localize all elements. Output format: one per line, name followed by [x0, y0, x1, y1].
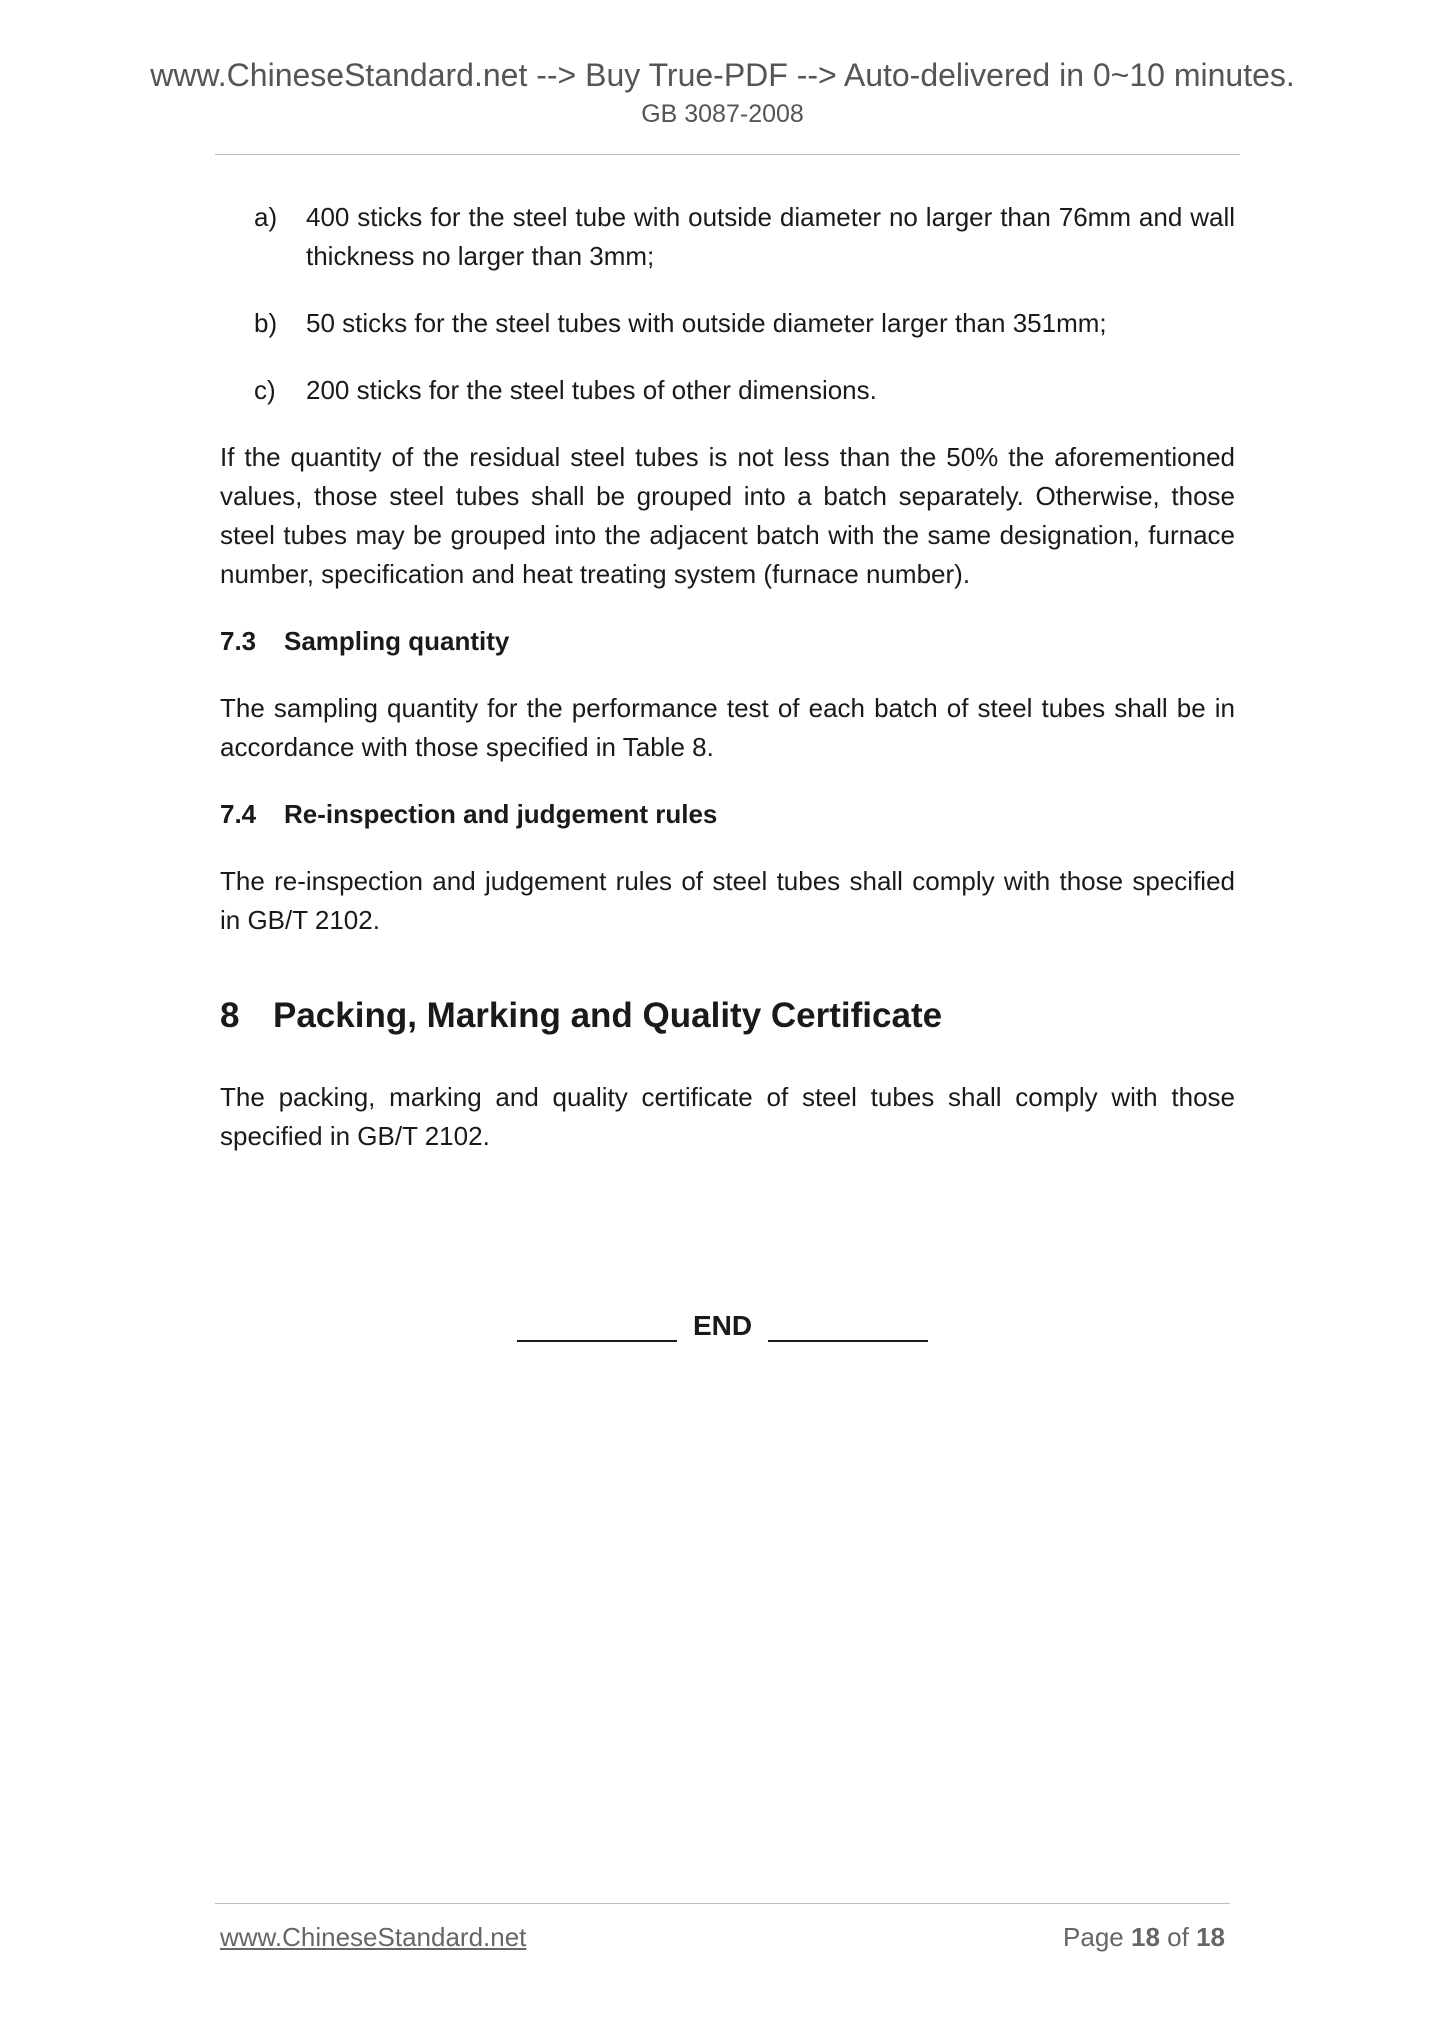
header-divider	[215, 154, 1240, 155]
end-rule-left	[517, 1310, 677, 1342]
residual-tubes-paragraph: If the quantity of the residual steel tubes is not less than the 50% the aforementioned values, those steel tubes shall be grouped into a batch separately. Otherwise, those steel tubes may be grouped into the adjacent batch with the same designation, furnace number, specification and heat treating system (furnace number).	[220, 442, 1235, 589]
list-marker: b)	[254, 308, 278, 338]
section-7-4-body: The re-inspection and judgement rules of steel tubes shall comply with those specified in GB/T 2102.	[220, 866, 1235, 935]
end-rule-right	[768, 1310, 928, 1342]
list-marker: a)	[254, 202, 278, 232]
section-title: Packing, Marking and Quality Certificate	[273, 996, 943, 1035]
section-title: Sampling quantity	[284, 626, 510, 656]
section-number: 7.4	[220, 799, 257, 829]
list-text: 200 sticks for the steel tubes of other dimensions.	[306, 375, 877, 405]
list-text: 400 sticks for the steel tube with outside diameter no larger than 76mm and wall thickness no larger than 3mm;	[306, 202, 1235, 271]
footer-website-link[interactable]: www.ChineseStandard.net	[220, 1922, 527, 1952]
page-prefix: Page	[1063, 1922, 1124, 1952]
section-title: Re-inspection and judgement rules	[284, 799, 718, 829]
footer-divider	[215, 1903, 1230, 1904]
end-text: END	[692, 1310, 753, 1341]
list-text: 50 sticks for the steel tubes with outside diameter larger than 351mm;	[306, 308, 1107, 338]
document-body	[220, 198, 1235, 1184]
section-7-3-body: The sampling quantity for the performance test of each batch of steel tubes shall be in accordance with those specified in Table 8.	[220, 693, 1235, 762]
page-header	[0, 55, 1445, 131]
page-total: 18	[1196, 1922, 1225, 1952]
page-current: 18	[1131, 1922, 1160, 1952]
header-standard-number: GB 3087-2008	[641, 100, 804, 128]
header-promo-text: www.ChineseStandard.net --> Buy True-PDF --> Auto-delivered in 0~10 minutes.	[150, 57, 1295, 93]
list-marker: c)	[254, 375, 276, 405]
section-7-4-heading	[220, 795, 1235, 834]
page-number	[1063, 1922, 1225, 1953]
list-item	[220, 371, 1235, 410]
page-of: of	[1167, 1922, 1189, 1952]
section-number: 8	[220, 996, 240, 1035]
section-number: 7.3	[220, 626, 257, 656]
section-8-body: The packing, marking and quality certificate of steel tubes shall comply with those specified in GB/T 2102.	[220, 1082, 1235, 1151]
list-item	[220, 304, 1235, 343]
section-7-3-heading	[220, 622, 1235, 661]
list-item	[220, 198, 1235, 276]
section-8-heading	[220, 994, 1235, 1038]
end-marker	[0, 1310, 1445, 1342]
